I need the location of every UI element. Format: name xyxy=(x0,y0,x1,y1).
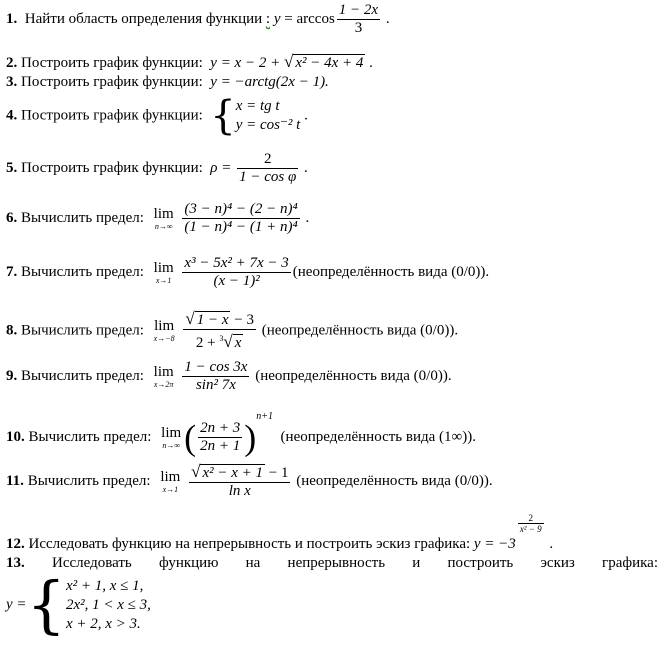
limit: lim n→∞ xyxy=(153,205,174,231)
problem-7 xyxy=(6,255,489,290)
problem-text: Вычислить предел: xyxy=(21,367,144,384)
problem-number: 10. xyxy=(6,429,25,445)
colon: : xyxy=(265,10,271,27)
problem-text: Исследовать функцию на непрерывность и построить эскиз графика: xyxy=(51,555,658,571)
problem-text: Построить график функции: xyxy=(21,159,203,176)
problem-text: Исследовать функцию на непрерывность и построить эскиз графика: xyxy=(28,536,471,552)
period: . xyxy=(305,209,310,226)
problem-number: 3. xyxy=(6,74,18,90)
numerator: √ 1 − x − 3 xyxy=(185,309,254,328)
problem-text: Построить график функции: xyxy=(21,55,203,71)
denominator: ln x xyxy=(189,482,290,500)
period: . xyxy=(369,55,373,71)
problem-4 xyxy=(6,93,308,139)
problem-5 xyxy=(6,151,308,186)
problem-number: 12. xyxy=(6,536,25,552)
note: (неопределённость вида (0/0)). xyxy=(261,322,459,339)
case-1: x² + 1, x ≤ 1, xyxy=(65,577,144,594)
problem-2: 2. Построить график функции: y = x − 2 + √ x² − 4x + 4 . xyxy=(6,52,373,71)
problem-text: Построить график функции: xyxy=(21,74,203,90)
problem-number: 5. xyxy=(6,159,18,176)
period: . xyxy=(385,10,390,27)
fraction xyxy=(182,201,299,236)
fraction xyxy=(337,2,380,37)
problem-text: Вычислить предел: xyxy=(28,429,152,445)
limit: lim x→−8 xyxy=(153,318,175,343)
period: . xyxy=(304,107,308,124)
note: (неопределённость вида (1∞)). xyxy=(280,429,476,445)
problem-number: 8. xyxy=(6,322,18,339)
denominator: 2 + $^3$√ x xyxy=(183,329,256,352)
problem-number: 2. xyxy=(6,55,18,71)
problem-10: 10. Вычислить предел: lim n→∞ ( $\frac{2n + 3}{2n + 1}$ )$^{n+1}$ (неопределённость вида (1∞)). xyxy=(6,411,476,458)
problem-1 xyxy=(6,2,390,37)
limit: lim x→1 xyxy=(153,259,174,285)
var-y: y = xyxy=(6,596,27,613)
denominator: 2n + 1 xyxy=(200,438,241,455)
problem-number: 9. xyxy=(6,367,18,384)
numerator: 2n + 3 xyxy=(200,420,241,437)
period: . xyxy=(549,536,554,552)
problem-text: Построить график функции: xyxy=(21,107,203,124)
exponent: n+1 xyxy=(256,411,274,422)
case-2: 2x², 1 < x ≤ 3, xyxy=(65,596,151,613)
problem-text: Вычислить предел: xyxy=(21,209,144,226)
fraction xyxy=(189,463,290,500)
problem-number: 6. xyxy=(6,209,18,226)
arccos: arccos xyxy=(296,10,335,27)
system-line-2: y = cos⁻² t xyxy=(235,117,301,133)
numerator: √ x² − x + 1 − 1 xyxy=(191,462,289,481)
problem-number: 11. xyxy=(6,472,24,489)
period: . xyxy=(304,159,308,176)
problem-13 xyxy=(6,554,658,641)
var-y: y xyxy=(273,10,281,27)
problem-3 xyxy=(6,73,329,91)
problem-text: Вычислить предел: xyxy=(21,322,144,339)
problem-8 xyxy=(6,310,458,352)
left-brace: { xyxy=(210,93,236,139)
case-3: x + 2, x > 3. xyxy=(65,615,141,632)
problem-number: 13. xyxy=(6,555,25,571)
note: (неопределённость вида (0/0)). xyxy=(296,472,493,489)
note: (неопределённость вида (0/0)). xyxy=(292,263,490,280)
denominator: 1 − cos φ xyxy=(239,169,297,185)
problem-9 xyxy=(6,359,452,394)
fraction xyxy=(182,359,249,394)
problem-text: Найти область определения функции xyxy=(24,10,263,27)
numerator: 1 − cos 3x xyxy=(184,359,248,375)
problem-11 xyxy=(6,463,493,500)
numerator: 1 − 2x xyxy=(338,2,379,18)
numerator: (3 − n)⁴ − (2 − n)⁴ xyxy=(184,201,298,217)
exponent-fraction: $\frac{2}{\text{x² − 9}}$ xyxy=(519,513,542,534)
problem-text: Вычислить предел: xyxy=(27,472,151,489)
numerator: x³ − 5x² + 7x − 3 xyxy=(184,255,289,271)
fraction xyxy=(198,420,242,455)
cases xyxy=(66,577,151,634)
limit: lim n→∞ xyxy=(161,424,182,450)
fraction xyxy=(237,151,298,186)
problem-number: 4. xyxy=(6,107,18,124)
piecewise xyxy=(6,568,658,641)
system xyxy=(236,97,301,135)
problem-13-heading xyxy=(6,554,658,572)
limit: lim x→2π xyxy=(153,363,174,389)
limit: lim x→1 xyxy=(160,468,181,494)
expression: y = −3 xyxy=(473,536,516,552)
denominator: (1 − n)⁴ − (1 + n)⁴ xyxy=(184,219,298,235)
denominator: (x − 1)² xyxy=(182,272,290,290)
numerator: 2 xyxy=(263,151,272,167)
rho: ρ = xyxy=(210,159,232,176)
problem-number: 1. xyxy=(6,10,18,27)
expression: y = x − 2 + xyxy=(210,55,281,71)
problem-12 xyxy=(6,513,553,553)
problem-number: 7. xyxy=(6,263,18,280)
problem-text: Вычислить предел: xyxy=(21,263,144,280)
radicand: x² − 4x + 4 xyxy=(295,55,364,71)
equals: = xyxy=(284,10,293,27)
denominator: sin² 7x xyxy=(182,376,249,394)
system-line-1: x = tg t xyxy=(235,98,280,114)
expression: y = −arctg(2x − 1). xyxy=(210,74,329,90)
fraction xyxy=(183,310,256,352)
problem-6 xyxy=(6,201,309,236)
note: (неопределённость вида (0/0)). xyxy=(255,367,452,384)
left-brace: { xyxy=(26,568,66,641)
denominator: 3 xyxy=(337,19,380,37)
fraction xyxy=(182,255,290,290)
